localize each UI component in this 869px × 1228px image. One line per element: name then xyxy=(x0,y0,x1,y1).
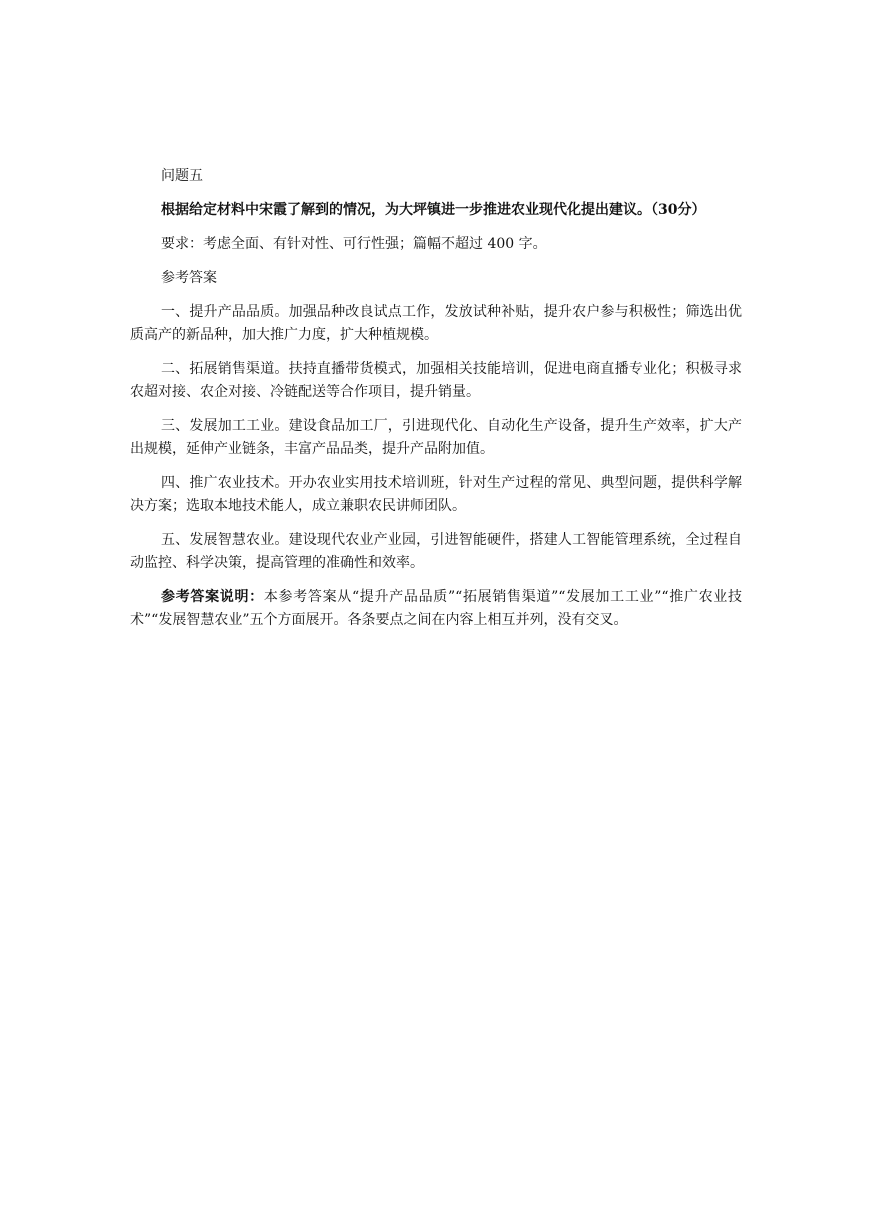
answer-heading: 参考答案 xyxy=(161,270,217,286)
answer-point-2: 二、拓展销售渠道。扶持直播带货模式，加强相关技能培训，促进电商直播专业化；积极寻求农超对接、农企对接、冷链配送等合作项目，提升销量。 xyxy=(130,361,742,400)
answer-note-text: 本参考答案从“提升产品品质”“拓展销售渠道”“发展加工工业”“推广农业技术”“发展智慧农业”五个方面展开。各条要点之间在内容上相互并列，没有交叉。 xyxy=(130,589,742,628)
requirement-text: 要求：考虑全面、有针对性、可行性强；篇幅不超过 400 字。 xyxy=(161,236,547,252)
question-heading: 问题五 xyxy=(161,168,203,184)
document-page xyxy=(130,165,742,643)
answer-point-5: 五、发展智慧农业。建设现代农业产业园，引进智能硬件，搭建人工智能管理系统，全过程自动监控、科学决策，提高管理的准确性和效率。 xyxy=(130,532,742,571)
answer-point-1: 一、提升产品品质。加强品种改良试点工作，发放试种补贴，提升农户参与积极性；筛选出优质高产的新品种，加大推广力度，扩大种植规模。 xyxy=(130,304,742,343)
answer-note xyxy=(130,586,742,632)
answer-point-4: 四、推广农业技术。开办农业实用技术培训班，针对生产过程的常见、典型问题，提供科学解决方案；选取本地技术能人，成立兼职农民讲师团队。 xyxy=(130,475,742,514)
question-text: 根据给定材料中宋霞了解到的情况，为大坪镇进一步推进农业现代化提出建议。（30分） xyxy=(161,202,706,218)
answer-point-3: 三、发展加工工业。建设食品加工厂，引进现代化、自动化生产设备，提升生产效率，扩大产出规模，延伸产业链条，丰富产品品类，提升产品附加值。 xyxy=(130,418,742,457)
answer-note-label: 参考答案说明： xyxy=(161,589,264,605)
